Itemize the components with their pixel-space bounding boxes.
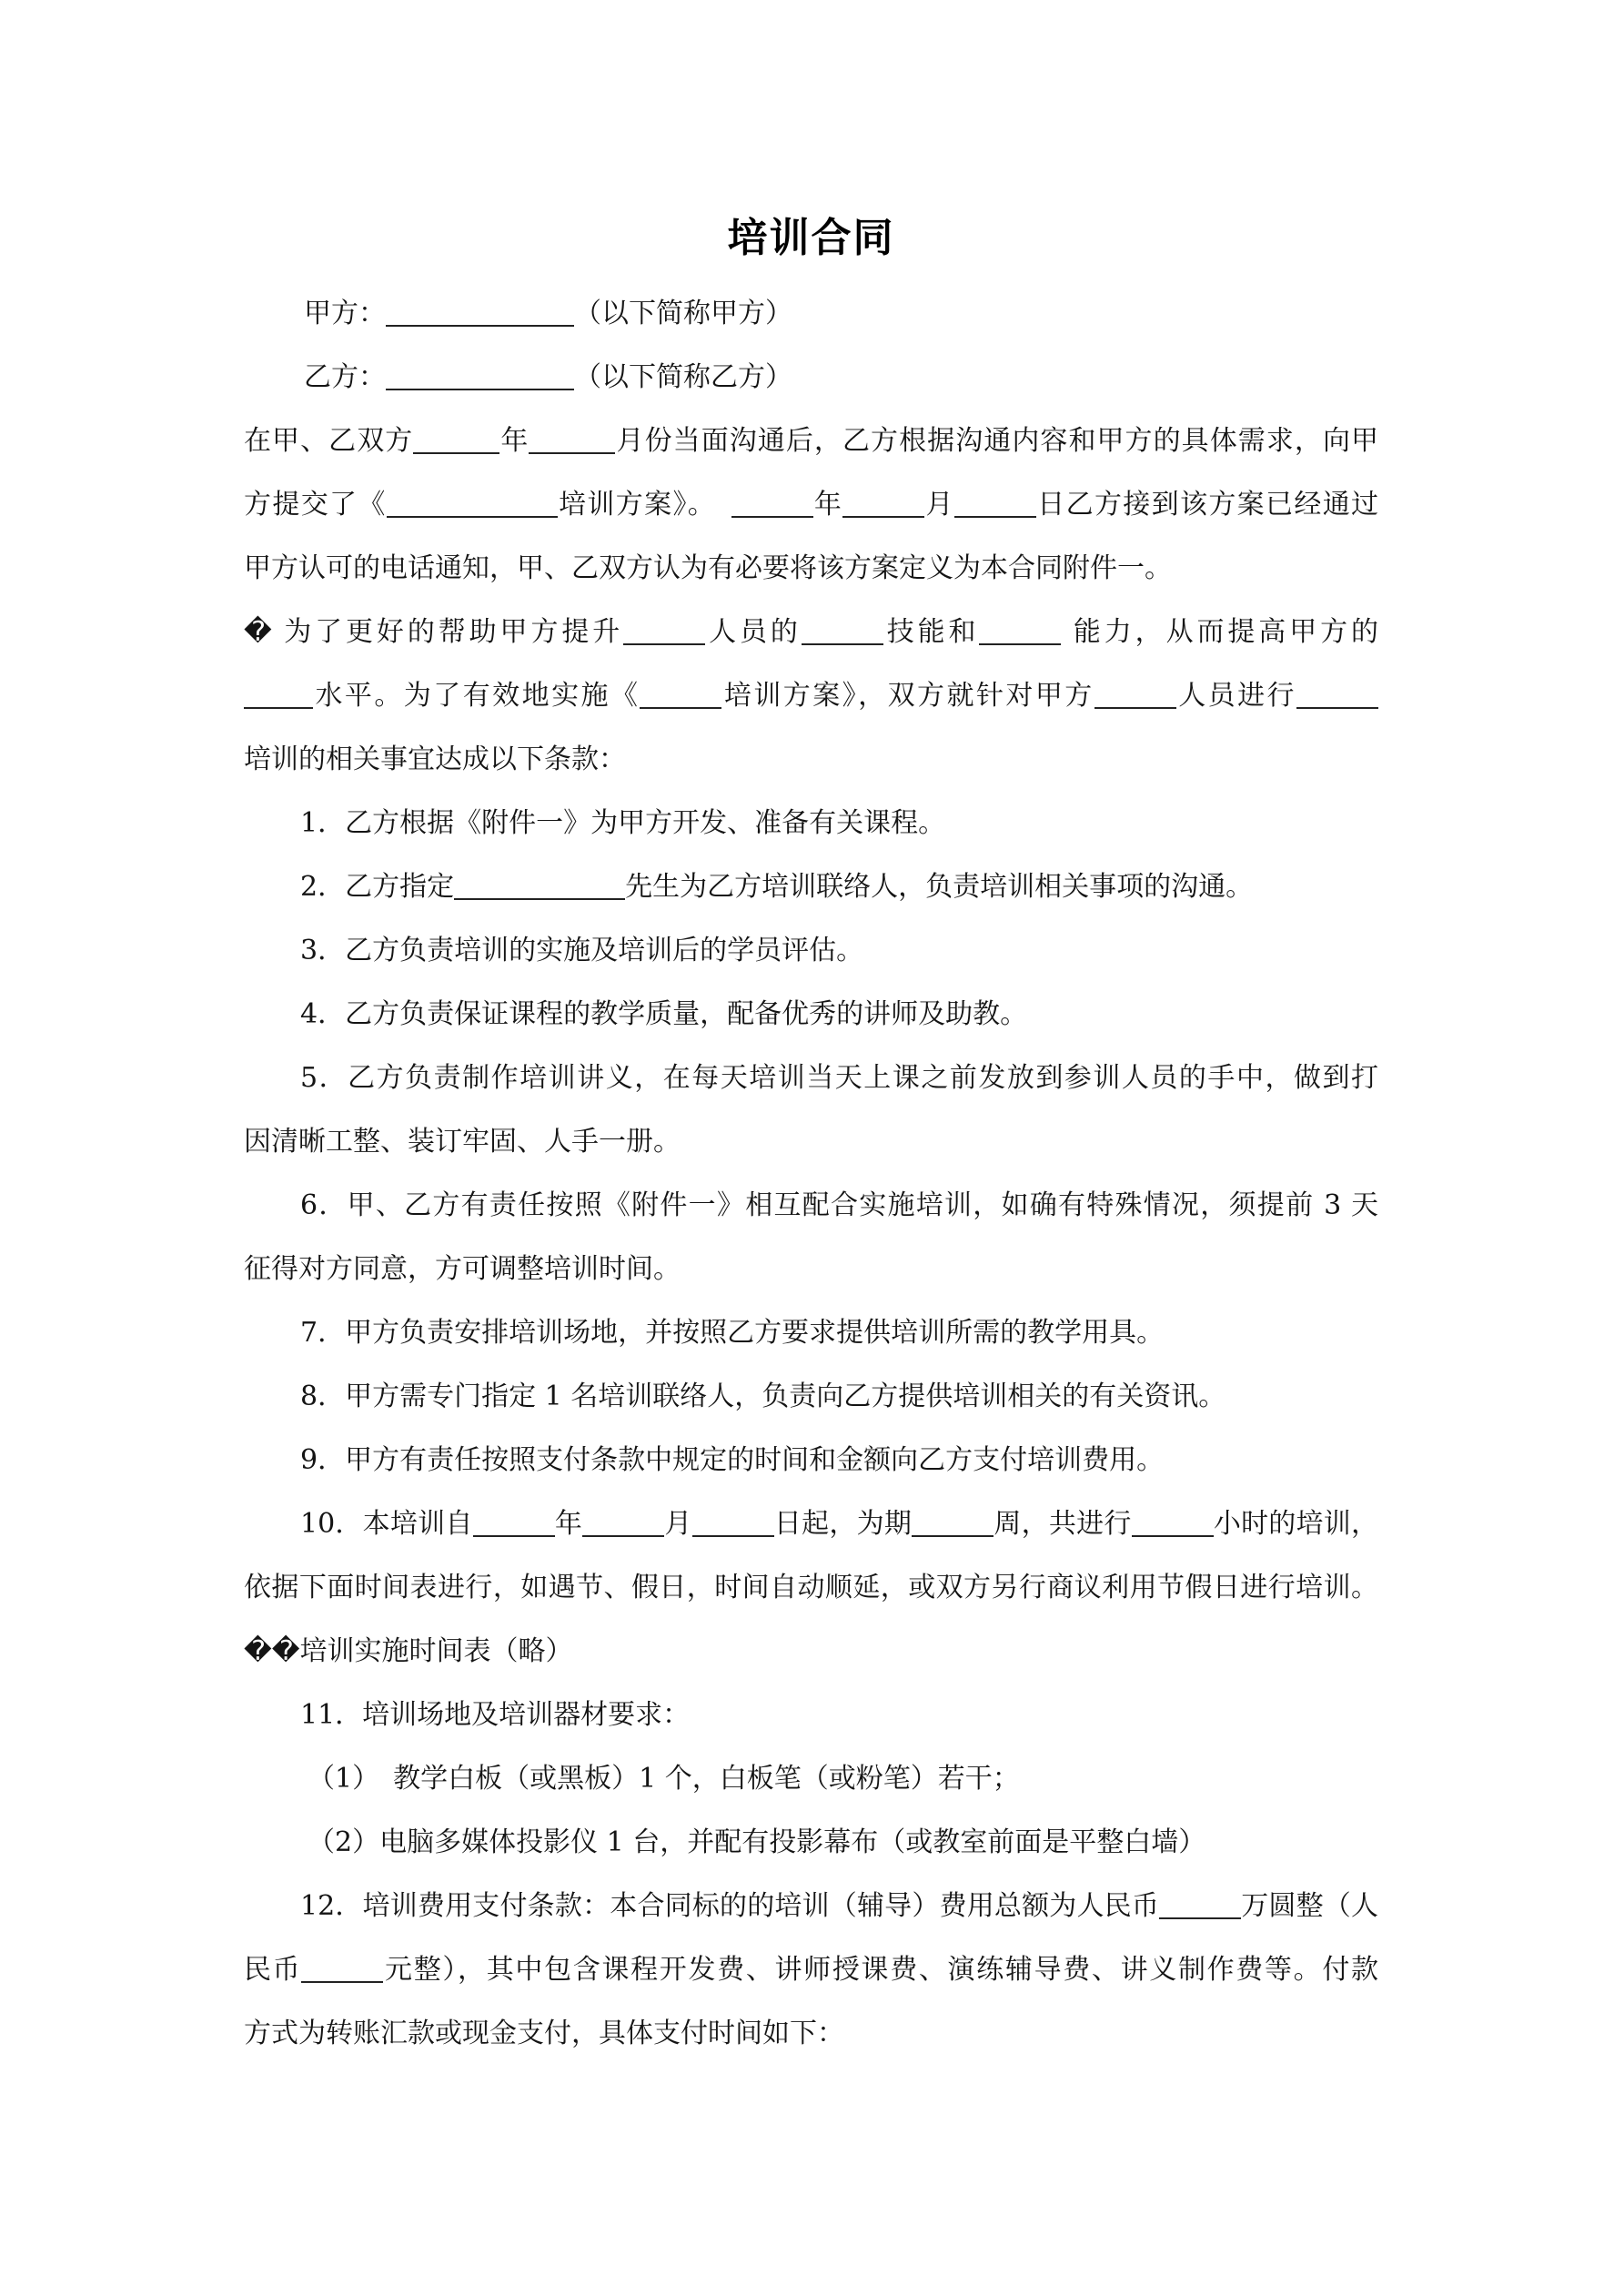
blank-underline (529, 416, 615, 454)
text-run: 万圆整（人 (1241, 1890, 1378, 1922)
blank-underline (387, 480, 558, 518)
text-run: （以下简称甲方） (574, 298, 792, 329)
blank-underline (1132, 1499, 1214, 1537)
text-run: 能力，从而提高甲方的 (1061, 616, 1378, 648)
text-run: 年 (812, 489, 843, 521)
text-run: 培训的相关事宜达成以下条款： (244, 743, 626, 775)
intro-line-2 (244, 473, 1378, 537)
text-run: 6．甲、乙方有责任按照《附件一》相互配合实施培训，如确有特殊情况，须提前 3 天 (300, 1189, 1378, 1221)
blank-underline (301, 1945, 383, 1983)
text-run: 5．乙方负责制作培训讲义，在每天培训当天上课之前发放到参训人员的手中，做到打 (300, 1062, 1378, 1094)
clause-12-cont-2 (244, 2002, 1378, 2066)
clause-12-cont-1 (244, 1938, 1378, 2002)
replacement-char: �� (244, 1635, 300, 1667)
text-run: 水平。为了有效地实施《 (313, 680, 641, 712)
purpose-line-1 (244, 601, 1378, 664)
text-run: （2）电脑多媒体投影仪 1 台，并配有投影幕布（或教室前面是平整白墙） (308, 1826, 1206, 1858)
blank-underline (623, 607, 705, 645)
clause-6-cont (244, 1238, 1378, 1301)
text-run: 日乙方接到该方案已经通过 (1035, 489, 1378, 521)
blank-underline (244, 671, 313, 709)
clause-5-cont (244, 1110, 1378, 1174)
text-run: 年 (554, 1508, 583, 1540)
text-run: 为了更好的帮助甲方提升 (271, 616, 624, 648)
text-run: 4．乙方负责保证课程的教学质量，配备优秀的讲师及助教。 (300, 998, 1028, 1030)
text-run: 方式为转账汇款或现金支付，具体支付时间如下： (244, 2018, 844, 2049)
blank-underline (954, 480, 1036, 518)
blank-underline (386, 288, 574, 327)
blank-underline (582, 1499, 664, 1537)
clause-6 (244, 1174, 1378, 1238)
text-run: 年 (499, 425, 530, 457)
document-body (244, 282, 1378, 2066)
text-run: 月 (924, 489, 954, 521)
text-run: 征得对方同意，方可调整培训时间。 (244, 1253, 681, 1285)
text-run: 月 (664, 1508, 692, 1540)
text-run: 8．甲方需专门指定 1 名培训联络人，负责向乙方提供培训相关的有关资讯。 (300, 1381, 1226, 1412)
clause-11-item-1 (244, 1747, 1378, 1811)
blank-underline (640, 671, 721, 709)
text-run: 技能和 (883, 616, 980, 648)
text-run: 12．培训费用支付条款：本合同标的的培训（辅导）费用总额为人民币 (300, 1890, 1160, 1922)
blank-underline (912, 1499, 994, 1537)
clause-1 (244, 792, 1378, 855)
purpose-line-3 (244, 728, 1378, 792)
clause-7 (244, 1301, 1378, 1365)
clause-8 (244, 1365, 1378, 1429)
party-b-line (244, 346, 1378, 410)
text-run: 日起，为期 (773, 1508, 913, 1540)
text-run: 周，共进行 (994, 1508, 1132, 1540)
blank-underline (454, 862, 625, 900)
blank-underline (731, 480, 813, 518)
clause-4 (244, 983, 1378, 1047)
clause-10-cont (244, 1556, 1378, 1620)
text-run: 9．甲方有责任按照支付条款中规定的时间和金额向乙方支付培训费用。 (300, 1444, 1165, 1476)
text-run: 11．培训场地及培训器材要求： (300, 1699, 691, 1731)
text-run: 甲方认可的电话通知，甲、乙双方认为有必要将该方案定义为本合同附件一。 (244, 552, 1172, 584)
clause-5 (244, 1047, 1378, 1110)
text-run: 培训方案》，双方就针对甲方 (721, 680, 1094, 712)
text-run: 方提交了《 (244, 489, 387, 521)
text-run: 先生为乙方培训联络人，负责培训相关事项的沟通。 (625, 871, 1254, 903)
party-a-line (244, 282, 1378, 346)
blank-underline (1094, 671, 1176, 709)
text-run: 元整），其中包含课程开发费、讲师授课费、演练辅导费、讲义制作费等。付款 (383, 1954, 1378, 1986)
text-run: 培训方案》。 (557, 489, 731, 521)
document-content (244, 0, 1378, 2066)
blank-underline (386, 352, 574, 390)
text-run: 民币 (244, 1954, 302, 1986)
clause-11 (244, 1684, 1378, 1747)
text-run: 培训实施时间表（略） (299, 1635, 573, 1667)
text-run: 7．甲方负责安排培训场地，并按照乙方要求提供培训所需的教学用具。 (300, 1317, 1165, 1349)
purpose-line-2 (244, 664, 1378, 728)
text-run: 月份当面沟通后，乙方根据沟通内容和甲方的具体需求，向甲 (615, 425, 1378, 457)
clause-3 (244, 919, 1378, 983)
intro-line-1 (244, 410, 1378, 473)
blank-underline (473, 1499, 555, 1537)
text-run: 10．本培训自 (300, 1508, 473, 1540)
clause-11-item-2 (244, 1811, 1378, 1875)
blank-underline (802, 607, 883, 645)
schedule-note (244, 1620, 1378, 1684)
blank-underline (413, 416, 499, 454)
text-run: （以下简称乙方） (574, 361, 792, 393)
text-run: 1．乙方根据《附件一》为甲方开发、准备有关课程。 (300, 807, 946, 839)
text-run: 因清晰工整、装订牢固、人手一册。 (244, 1126, 681, 1158)
text-run: 依据下面时间表进行，如遇节、假日，时间自动顺延，或双方另行商议利用节假日进行培训。 (244, 1572, 1378, 1603)
text-run: 3．乙方负责培训的实施及培训后的学员评估。 (300, 935, 864, 966)
document-title: 培训合同 (727, 215, 895, 261)
clause-2 (244, 855, 1378, 919)
blank-underline (692, 1499, 774, 1537)
replacement-char: � (244, 616, 272, 648)
clause-12 (244, 1875, 1378, 1938)
text-run: 2．乙方指定 (300, 871, 455, 903)
blank-underline (1159, 1881, 1241, 1919)
blank-underline (1296, 671, 1378, 709)
text-run: （1） 教学白板（或黑板）1 个，白板笔（或粉笔）若干； (308, 1763, 1020, 1795)
intro-line-3 (244, 537, 1378, 601)
blank-underline (979, 607, 1061, 645)
text-run: 甲方： (304, 298, 386, 329)
text-run: 人员的 (705, 616, 802, 648)
clause-9 (244, 1429, 1378, 1492)
text-run: 乙方： (304, 361, 386, 393)
clause-10 (244, 1492, 1378, 1556)
text-run: 人员进行 (1175, 680, 1297, 712)
text-run: 小时的培训， (1213, 1508, 1378, 1540)
blank-underline (842, 480, 924, 518)
text-run: 在甲、乙双方 (244, 425, 414, 457)
